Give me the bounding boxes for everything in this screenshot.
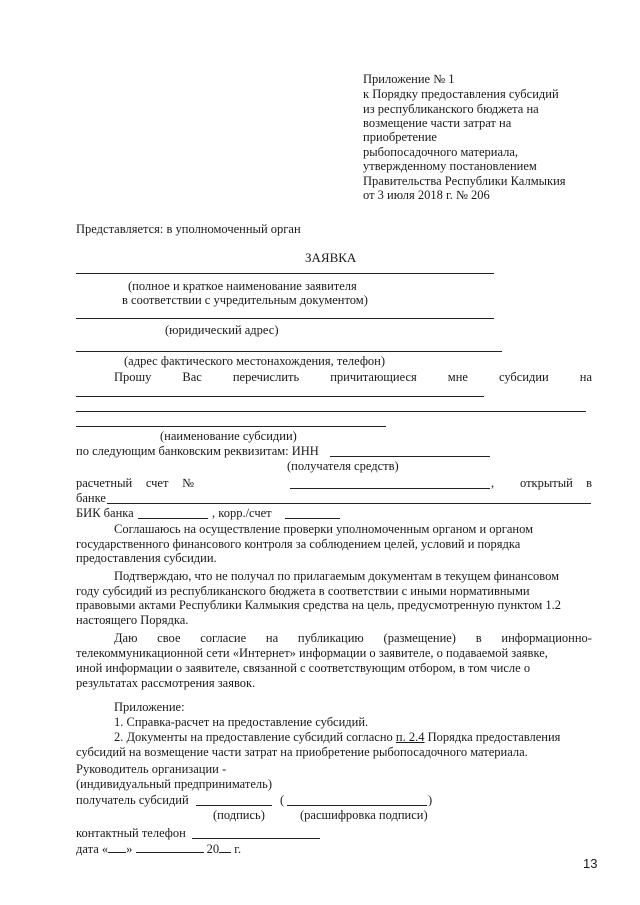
subsidy-purpose-line: [76, 396, 484, 397]
header-line: от 3 июля 2018 г. № 206: [363, 188, 490, 202]
corr-field-line: [285, 518, 340, 519]
request-word: мне: [447, 370, 468, 384]
date-day-field: [108, 842, 126, 853]
subsidy-purpose-line: [76, 426, 386, 427]
signature-field-line: [196, 805, 272, 806]
applicant-name-caption: в соответствии с учредительным документом): [122, 293, 368, 307]
header-line: утвержденному постановлением: [363, 159, 537, 173]
publish-word: публикацию: [297, 631, 364, 645]
request-word: субсидии: [498, 370, 549, 384]
bank-label: банке: [76, 491, 106, 505]
publish-word: информационно-: [501, 631, 592, 645]
applicant-name-caption: (полное и краткое наименование заявителя: [128, 279, 357, 293]
paragraph-line: результатах рассмотрения заявок.: [76, 676, 256, 690]
header-line: Приложение № 1: [363, 72, 455, 86]
account-label: [76, 476, 194, 491]
attachment-item: [114, 730, 560, 745]
bank-details-label: по следующим банковским реквизитам: ИНН: [76, 444, 319, 458]
paragraph-line: Подтверждаю, что не получал по прилагаемым документам в текущем финансовом: [114, 569, 560, 583]
phone-label: контактный телефон: [76, 826, 186, 840]
publish-word: (размещение): [383, 631, 456, 645]
date-month-field: [136, 842, 204, 853]
head-label: Руководитель организации -: [76, 762, 227, 776]
applicant-name-line: [76, 273, 494, 274]
publish-word: свое: [157, 631, 181, 645]
opened-word: открытый: [520, 476, 573, 490]
attachment-text: 2. Документы на предоставление субсидий согласно: [114, 730, 393, 744]
inn-field-line: [330, 456, 490, 457]
account-word: №: [182, 476, 194, 490]
header-line: приобретение: [363, 130, 437, 144]
request-word: причитающиеся: [330, 370, 417, 384]
bik-label: БИК банка: [76, 506, 134, 520]
paragraph-reference-link[interactable]: п. 2.4: [395, 730, 425, 744]
legal-address-line: [76, 318, 494, 319]
actual-address-caption: (адрес фактического местонахождения, телефон): [124, 354, 386, 368]
account-word: счет: [145, 476, 169, 490]
bank-field-line: [107, 503, 591, 504]
recipient-caption: (получателя средств): [287, 459, 399, 473]
bik-field-line: [138, 518, 208, 519]
opened-word: в: [586, 476, 592, 490]
paragraph-line: правовыми актами Республики Калмыкия средства на цель, предусмотренную пунктом 1.2: [76, 598, 562, 612]
legal-address-caption: (юридический адрес): [165, 323, 279, 337]
paragraph-line: государственного финансового контроля за соблюдением целей, условий и порядка: [76, 537, 521, 551]
date-line: [76, 842, 241, 857]
date-year: 20: [206, 842, 220, 856]
header-line: к Порядку предоставления субсидий: [363, 87, 559, 101]
recipient-label: получатель субсидий: [76, 793, 189, 807]
decode-open-paren: (: [280, 793, 285, 807]
publish-word: в: [475, 631, 482, 645]
request-word: перечислить: [232, 370, 300, 384]
corr-label: , корр./счет: [212, 506, 272, 520]
paragraph-line: году субсидий из республиканского бюджета в соответствии с иными нормативными: [76, 584, 530, 598]
publish-word: на: [265, 631, 279, 645]
decode-close-paren: ): [428, 793, 433, 807]
account-comma: ,: [491, 476, 495, 490]
publish-word: согласие: [200, 631, 247, 645]
header-line: рыбопосадочного материала,: [363, 145, 519, 159]
paragraph-line: предоставления субсидии.: [76, 551, 217, 565]
account-word: расчетный: [76, 476, 133, 490]
header-line: возмещение части затрат на: [363, 116, 512, 130]
paragraph-line: настоящего Порядка.: [76, 613, 189, 627]
account-field-line: [290, 488, 490, 489]
date-suffix: г.: [234, 842, 242, 856]
paragraph-text: Соглашаюсь на осуществление проверки уполномоченным органом и органом: [114, 522, 534, 536]
submitted-to: Представляется: в уполномоченный орган: [76, 222, 301, 236]
header-line: Правительства Республики Калмыкия: [363, 174, 566, 188]
opened-in-label: [520, 476, 592, 491]
header-line: из республиканского бюджета на: [363, 102, 539, 116]
decode-caption: (расшифровка подписи): [300, 808, 428, 822]
actual-address-line: [76, 351, 502, 352]
date-prefix: дата «: [76, 842, 109, 856]
publish-consent-line: [114, 631, 592, 646]
head-alt-label: (индивидуальный предприниматель): [76, 777, 272, 791]
request-word: на: [579, 370, 592, 384]
subsidy-name-caption: (наименование субсидии): [160, 429, 297, 443]
attachments-label: Приложение:: [114, 700, 185, 714]
paragraph-line: телекоммуникационной сети «Интернет» информации о заявителе, о подаваемой заявке,: [76, 646, 548, 660]
signature-caption: (подпись): [213, 808, 265, 822]
request-word: Прошу: [114, 370, 152, 384]
attachment-text: Порядка предоставления: [427, 730, 561, 744]
paragraph-line: иной информации о заявителе, связанной с соответствующим отбором, в том числе о: [76, 661, 531, 675]
consent-check-line: [114, 522, 592, 537]
attachment-item: 1. Справка-расчет на предоставление субсидий.: [114, 715, 369, 729]
publish-word: Даю: [114, 631, 138, 645]
date-year-field: [219, 842, 231, 853]
document-title: ЗАЯВКА: [305, 250, 357, 265]
decode-field-line: [287, 805, 427, 806]
request-word: Вас: [182, 370, 202, 384]
subsidy-purpose-line: [76, 411, 586, 412]
phone-field-line: [192, 838, 320, 839]
page-number: 13: [583, 856, 598, 871]
date-mid: »: [126, 842, 133, 856]
request-line: [114, 370, 592, 385]
attachment-item-cont: субсидий на возмещение части затрат на приобретение рыбопосадочного материала.: [76, 745, 528, 759]
